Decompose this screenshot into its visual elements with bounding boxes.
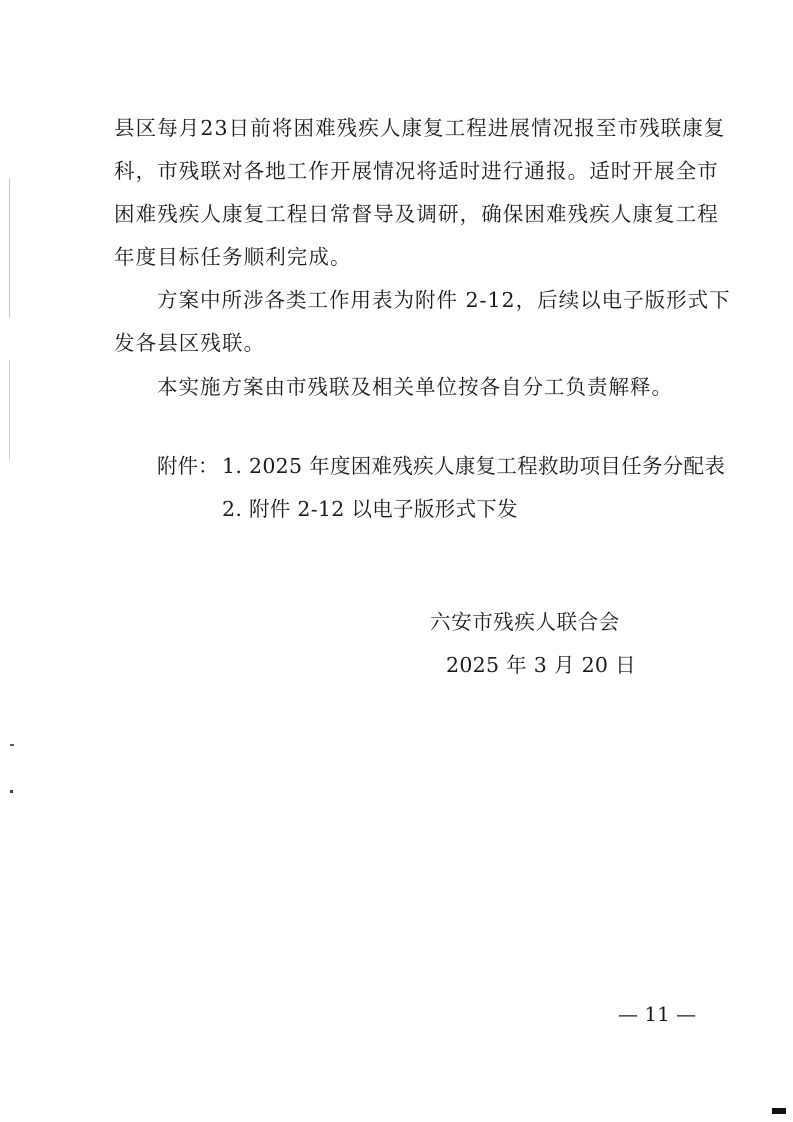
scan-margin-mark [10, 744, 14, 746]
body-line: 科，市残联对各地工作开展情况将适时进行通报。适时开展全市 [114, 159, 719, 183]
body-line: 发各县区残联。 [114, 331, 266, 355]
attachments-label: 附件： [157, 454, 219, 478]
signature-date: 2025 年 3 月 20 日 [446, 653, 636, 677]
body-line: 困难残疾人康复工程日常督导及调研，确保困难残疾人康复工程 [114, 202, 719, 226]
body-line: 方案中所涉各类工作用表为附件 2-12，后续以电子版形式下 [157, 288, 731, 312]
scan-margin-mark [10, 790, 13, 793]
attachment-item: 1. 2025 年度困难残疾人康复工程救助项目任务分配表 [222, 454, 726, 478]
body-line: 本实施方案由市残联及相关单位按各自分工负责解释。 [157, 375, 673, 399]
scan-corner-mark [772, 1108, 786, 1114]
page-number: — 11 — [618, 1002, 697, 1026]
scan-margin-mark [9, 178, 10, 318]
signature-organization: 六安市残疾人联合会 [430, 610, 620, 634]
body-line: 年度目标任务顺利完成。 [114, 245, 352, 269]
attachment-item: 2. 附件 2-12 以电子版形式下发 [222, 497, 518, 521]
scan-margin-mark [9, 360, 10, 460]
body-line: 县区每月23日前将困难残疾人康复工程进展情况报至市残联康复 [114, 116, 726, 140]
